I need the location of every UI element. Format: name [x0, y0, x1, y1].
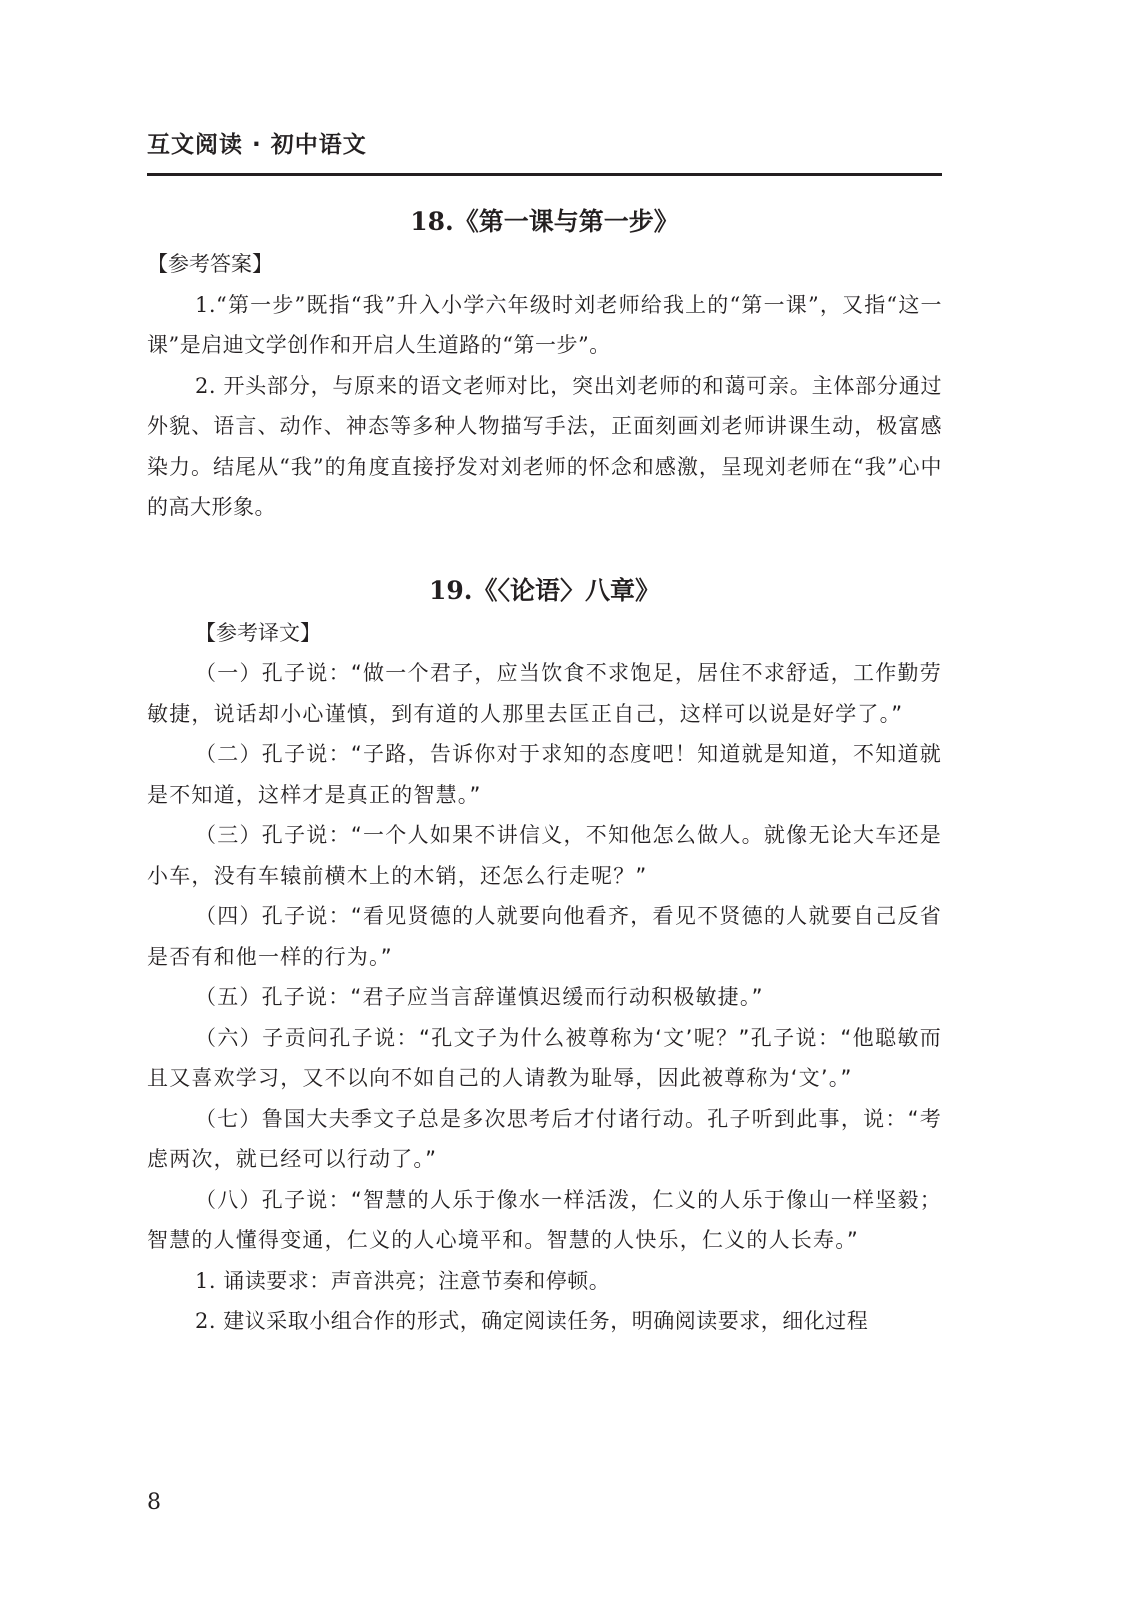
section-18-answer-1: 1.“第一步”既指“我”升入小学六年级时刘老师给我上的“第一课”，又指“这一课”是启迪文学创作和开启人生道路的“第一步”。 [147, 292, 942, 357]
section-18 [147, 200, 942, 528]
translation-7: （七）鲁国大夫季文子总是多次思考后才付诸行动。孔子听到此事，说：“考虑两次，就已经可以行动了。” [147, 1106, 942, 1171]
running-header: 互文阅读 · 初中语文 [147, 132, 367, 158]
section-19-title: 19.《〈论语〉八章》 [429, 575, 660, 605]
section-18-answer-label: 【参考答案】 [147, 252, 273, 276]
section-18-answer-2: 2. 开头部分，与原来的语文老师对比，突出刘老师的和蔼可亲。主体部分通过外貌、语言、动作、神态等多种人物描写手法，正面刻画刘老师讲课生动，极富感染力。结尾从“我”的角度直接抒发对刘老师的怀念和感激，呈现刘老师在“我”心中的高大形象。 [147, 373, 942, 519]
translation-3: （三）孔子说：“一个人如果不讲信义，不知他怎么做人。就像无论大车还是小车，没有车辕前横木上的木销，还怎么行走呢？” [147, 823, 942, 888]
translation-6: （六）子贡问孔子说：“孔文子为什么被尊称为‘文’呢？”孔子说：“他聪敏而且又喜欢学习，又不以向不如自己的人请教为耻辱，因此被尊称为‘文’。” [147, 1025, 942, 1090]
translation-8: （八）孔子说：“智慧的人乐于像水一样活泼，仁义的人乐于像山一样坚毅；智慧的人懂得变通，仁义的人心境平和。智慧的人快乐，仁义的人长寿。” [147, 1187, 942, 1252]
translation-1: （一）孔子说：“做一个君子，应当饮食不求饱足，居住不求舒适，工作勤劳敏捷，说话却小心谨慎，到有道的人那里去匡正自己，这样可以说是好学了。” [147, 661, 942, 726]
section-19 [147, 569, 942, 1342]
page-number: 8 [147, 1490, 161, 1515]
header-rule [147, 173, 942, 176]
translation-4: （四）孔子说：“看见贤德的人就要向他看齐，看见不贤德的人就要自己反省是否有和他一样的行为。” [147, 904, 942, 969]
section-gap [147, 528, 942, 569]
section-19-answer-1: 1. 诵读要求：声音洪亮；注意节奏和停顿。 [195, 1268, 611, 1293]
section-18-title: 18.《第一课与第一步》 [410, 207, 679, 236]
translation-2: （二）孔子说：“子路，告诉你对于求知的态度吧！知道就是知道，不知道就是不知道，这样才是真正的智慧。” [147, 742, 942, 807]
page-content [147, 200, 942, 1342]
section-19-translation-label: 【参考译文】 [195, 620, 321, 645]
section-19-answer-2: 2. 建议采取小组合作的形式，确定阅读任务，明确阅读要求，细化过程 [195, 1309, 869, 1333]
translation-5: （五）孔子说：“君子应当言辞谨慎迟缓而行动积极敏捷。” [195, 985, 764, 1009]
